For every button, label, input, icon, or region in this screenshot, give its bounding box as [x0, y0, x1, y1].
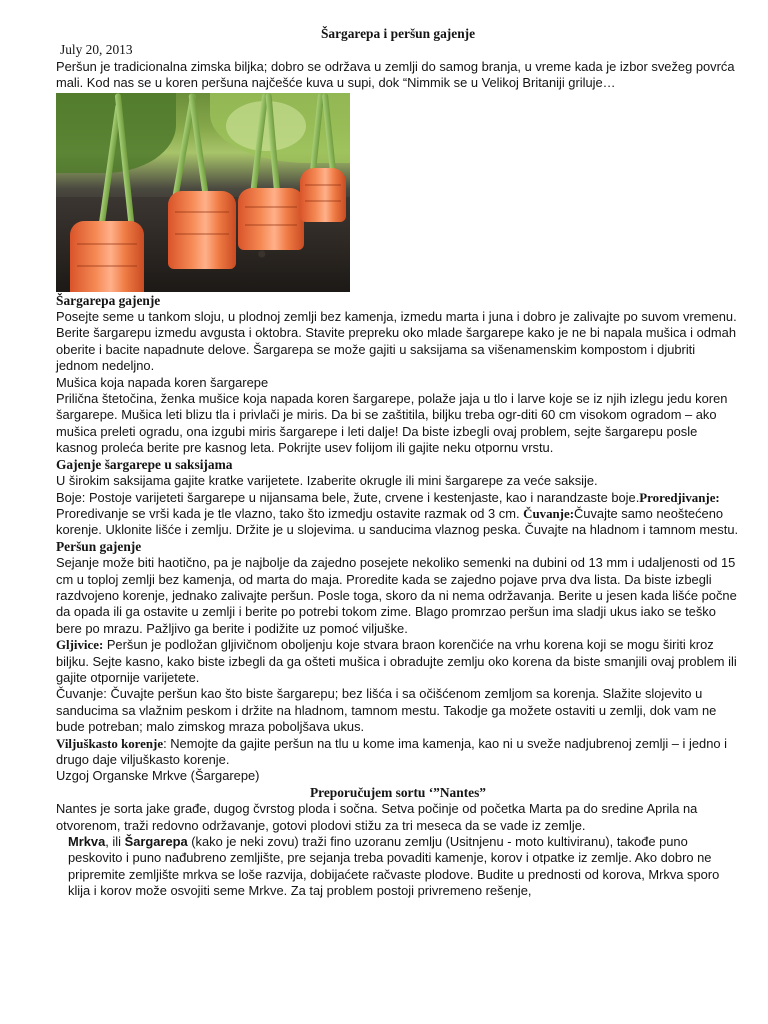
carrot	[70, 221, 144, 292]
proredjivanje-label: Proredjivanje:	[639, 490, 720, 505]
carrot	[168, 191, 236, 269]
uzgoj-line: Uzgoj Organske Mrkve (Šargarepe)	[56, 768, 260, 784]
saksije-details-paragraph	[56, 490, 740, 539]
mrkva-text: (kako je neki zovu) traži fino uzoranu zemlju (Usitnjenu - moto kultiviranu), takođe puno peskovito i puno nađubreno zemljište, pre sejanja treba povaditi kamenje, korov i otpatke iz zemlje. Ako dobro ne pripremite zemljište mrkva se loše razvija, dobijaćete račvaste plodove. Budite u prednosti od korova, Mrkva sporo klija i korov može osvojiti seme Mrkve. Za taj problem postoji privremeno rešenje,	[68, 834, 720, 899]
carrot	[238, 188, 304, 250]
nantes-heading: Preporučujem sortu ‘”Nantes”	[309, 784, 487, 800]
persun-paragraph: Sejanje može biti haotično, pa je najbolje da zajedno posejete nekoliko semenki na dubini od 13 mm i udaljenosti od 15 cm u toploj zemlji bez kamenja, od marta do maja. Proredite kada se zajedno pojave prva dva lista. Da biste izbegli razdvojeno korenje, jednako zalivajte peršun. Posle toga, skoro da ni nema održavanja. Berite u jesen kada lišće počne da opada ili ga ostavite u zemlji i berite po potrebi tokom zime. Blago promrzao peršun ima sladji ukus iako se teško bere po mrazu. Pažljivo ga berite i podižite uz pomoć viljuške.	[56, 555, 737, 636]
cuvanje-label: Čuvanje:	[523, 506, 574, 521]
sargarepa-paragraph: Posejte seme u tankom sloju, u plodnoj zemlji bez kamenja, izmedu marta i juna i dobro je zalivajte po suvom vremenu. Berite šargarepu izmedu avgusta i oktobra. Stavite prepreku oko mlade šargarepe kako je ne bi napala mušica i odmah oberite i bacite napadnute delove. Šargarepa se može gajiti u saksijama sa višenamenskim kompostom i djubriti jednom nedeljno.	[56, 309, 737, 374]
mrkva-bold: Mrkva	[68, 834, 106, 850]
viljuskasto-text: : Nemojte da gajite peršun na tlu u kome ima kamenja, kao ni u sveže nadjubrenoj zemlji – i jedno i drugo daje viljuškasto korenje.	[56, 735, 727, 767]
sargarepa-bold: Šargarepa	[124, 834, 188, 850]
nantes-paragraph: Nantes je sorta jake građe, dugog čvrstog ploda i sočna. Setva počinje od početka Marta pa do sredine Aprila na otvorenom, traži redovno održavanje, gotovi plodovi stižu za tri meseca da se vade iz zemlje.	[56, 801, 698, 833]
musica-paragraph: Prilična štetočina, ženka mušice koja napada koren šargarepe, polaže jaja u tlo i larve koje se iz njih izlegu jedu koren šargarepe. Mušica leti blizu tla i privlači je miris. Da bi se zaštitila, biljku treba ogr-diti 60 cm visokom ogradom – ako mušica preleti ogradu, ona izgubi miris šargarepe i leti dalje! Da biste izbegli ovaj problem, sejte šargarepu posle kasnog proleća berite pre kasnog leta. Pokrijte usev folijom ili gajite neku otpornu vrstu.	[56, 391, 728, 456]
mrkva-paragraph	[56, 834, 740, 900]
post-date: July 20, 2013	[60, 42, 133, 58]
musica-subheading: Mušica koja napada koren šargarepe	[56, 374, 269, 390]
document-page	[56, 26, 740, 900]
boje-text: Boje: Postoje varijeteti šargarepe u nijansama bele, žute, crvene i kestenjaste, kao i narandzaste boje.	[56, 489, 640, 505]
gljivice-paragraph	[56, 637, 740, 686]
section-heading-sargarepa: Šargarepa gajenje	[56, 292, 161, 308]
proredjivanje-text: Proredivanje se vrši kada je tle vlazno, tako što izmedju ostavite razmak od 3 cm.	[56, 505, 524, 521]
viljuskasto-label: Viljuškasto korenje	[56, 736, 164, 751]
document-title: Šargarepa i peršun gajenje	[320, 26, 476, 41]
section-heading-saksije: Gajenje šargarepe u saksijama	[56, 456, 233, 472]
carrot-stem	[188, 93, 209, 203]
section-heading-persun: Peršun gajenje	[56, 538, 142, 554]
gljivice-text: Peršun je podložan gljivičnom oboljenju koje stvara braon korenčiće na vrhu korena koji se mogu širiti kroz biljku. Sejte kasno, kako biste izbegli da ga ošteti mušica i obradujte zemlju oko korena da biste smanjili ovaj problem ili gajite otpornije varijetete.	[56, 637, 737, 685]
cuvanje-text: Čuvajte samo neoštećeno korenje. Uklonite lišće i zemlju. Držite je u slojevima. u sanducima vlaznog peska. Čuvajte na hladnom i tamnom mestu.	[56, 505, 739, 538]
mrkva-or: , ili	[105, 834, 125, 850]
saksije-paragraph: U širokim saksijama gajite kratke varijetete. Izaberite okrugle ili mini šargarepe za veće saksije.	[56, 473, 598, 489]
viljuskasto-paragraph	[56, 736, 740, 769]
carrot-photo	[56, 93, 350, 292]
intro-paragraph: Peršun je tradicionalna zimska biljka; dobro se održava u zemlji do samog branja, u vreme kada je izbor svežeg povrća mali. Kod nas se u koren peršuna najčešće kuva u supi, dok “Nimmik se u Velikoj Britaniji griluje…	[56, 58, 735, 91]
carrot	[300, 168, 346, 222]
gljivice-label: Gljivice:	[56, 638, 104, 653]
persun-cuvanje-paragraph: Čuvanje: Čuvajte peršun kao što biste šargarepu; bez lišća i sa očišćenom zemljom sa korenja. Slažite slojevito u sanducima sa vlažnim peskom i držite na hladnom, tamnom mestu. Takodje ga možete ostaviti u zemlji, dok vam ne bude potreban; malo zimskog mraza poboljšava ukus.	[56, 686, 717, 735]
